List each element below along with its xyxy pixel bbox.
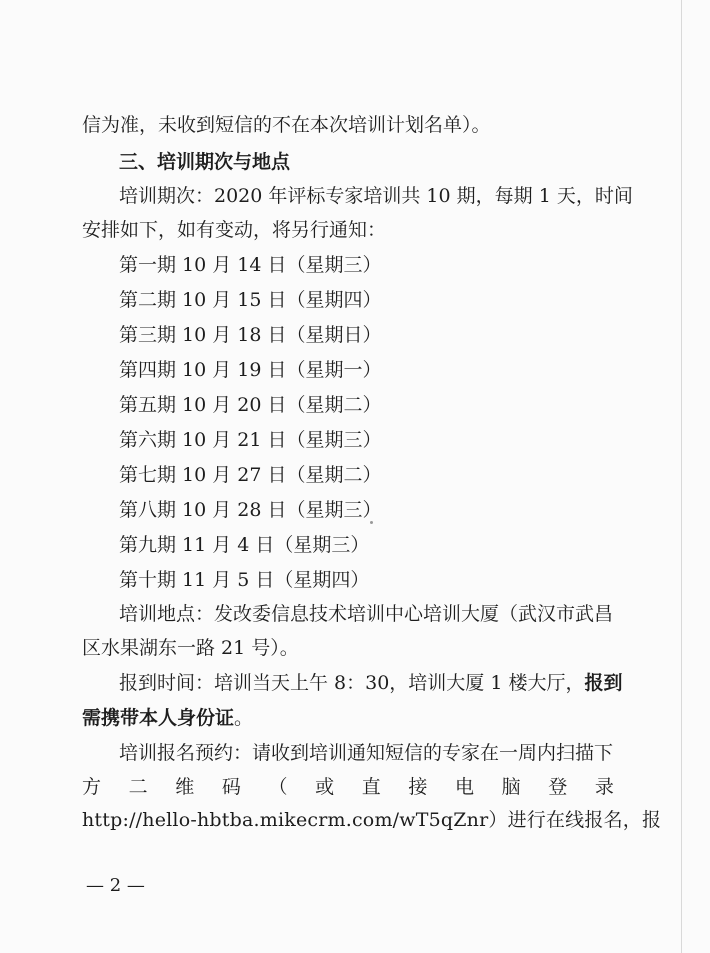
report-time-line-2 xyxy=(82,706,253,730)
schedule-item-2: 第二期 10 月 15 日（星期四） xyxy=(119,289,382,311)
training-location-line-2: 区水果湖东一路 21 号）。 xyxy=(82,637,299,659)
registration-token: （ xyxy=(268,776,288,798)
report-time-line-1 xyxy=(119,671,623,695)
registration-token: 直 xyxy=(361,776,381,798)
schedule-item-9: 第九期 11 月 4 日（星期三） xyxy=(119,534,370,556)
registration-line-2 xyxy=(82,775,614,799)
section-heading: 三、培训期次与地点 xyxy=(119,151,291,173)
training-location-line-1: 培训地点：发改委信息技术培训中心培训大厦（武汉市武昌 xyxy=(119,603,614,625)
schedule-item-3: 第三期 10 月 18 日（星期日） xyxy=(119,324,382,346)
training-periods-intro-line-2: 安排如下，如有变动，将另行通知： xyxy=(82,219,387,241)
report-time-text: 报到时间：培训当天上午 8：30，培训大厦 1 楼大厅， xyxy=(119,672,585,694)
training-periods-intro-line-1: 培训期次：2020 年评标专家培训共 10 期，每期 1 天，时间 xyxy=(119,185,633,207)
registration-token: 电 xyxy=(455,776,475,798)
page-number: — 2 — xyxy=(86,875,145,896)
schedule-item-4: 第四期 10 月 19 日（星期一） xyxy=(119,359,382,381)
schedule-item-5: 第五期 10 月 20 日（星期二） xyxy=(119,394,382,416)
registration-token: 码 xyxy=(221,776,241,798)
registration-token: 登 xyxy=(548,776,568,798)
report-time-bold-start: 报到 xyxy=(584,672,623,694)
registration-token: 维 xyxy=(175,776,195,798)
schedule-item-6: 第六期 10 月 21 日（星期三） xyxy=(119,429,382,451)
schedule-item-7: 第七期 10 月 27 日（星期二） xyxy=(119,464,382,486)
scan-speck xyxy=(370,521,373,524)
registration-line-1: 培训报名预约：请收到培训通知短信的专家在一周内扫描下 xyxy=(119,742,614,764)
schedule-item-1: 第一期 10 月 14 日（星期三） xyxy=(119,254,382,276)
report-time-period: 。 xyxy=(234,707,254,729)
registration-token: 录 xyxy=(594,776,614,798)
registration-token: 脑 xyxy=(501,776,521,798)
registration-url-line: http://hello-hbtba.mikecrm.com/wT5qZnr）进行在线报名，报 xyxy=(82,809,662,831)
schedule-item-8: 第八期 10 月 28 日（星期三） xyxy=(119,499,382,521)
id-card-requirement: 需携带本人身份证 xyxy=(82,707,235,729)
registration-token: 方 xyxy=(82,776,102,798)
registration-token: 二 xyxy=(128,776,148,798)
paragraph-continuation: 信为准，未收到短信的不在本次培训计划名单）。 xyxy=(82,114,491,136)
registration-token: 接 xyxy=(408,776,428,798)
schedule-item-10: 第十期 11 月 5 日（星期四） xyxy=(119,569,370,591)
registration-token: 或 xyxy=(315,776,335,798)
